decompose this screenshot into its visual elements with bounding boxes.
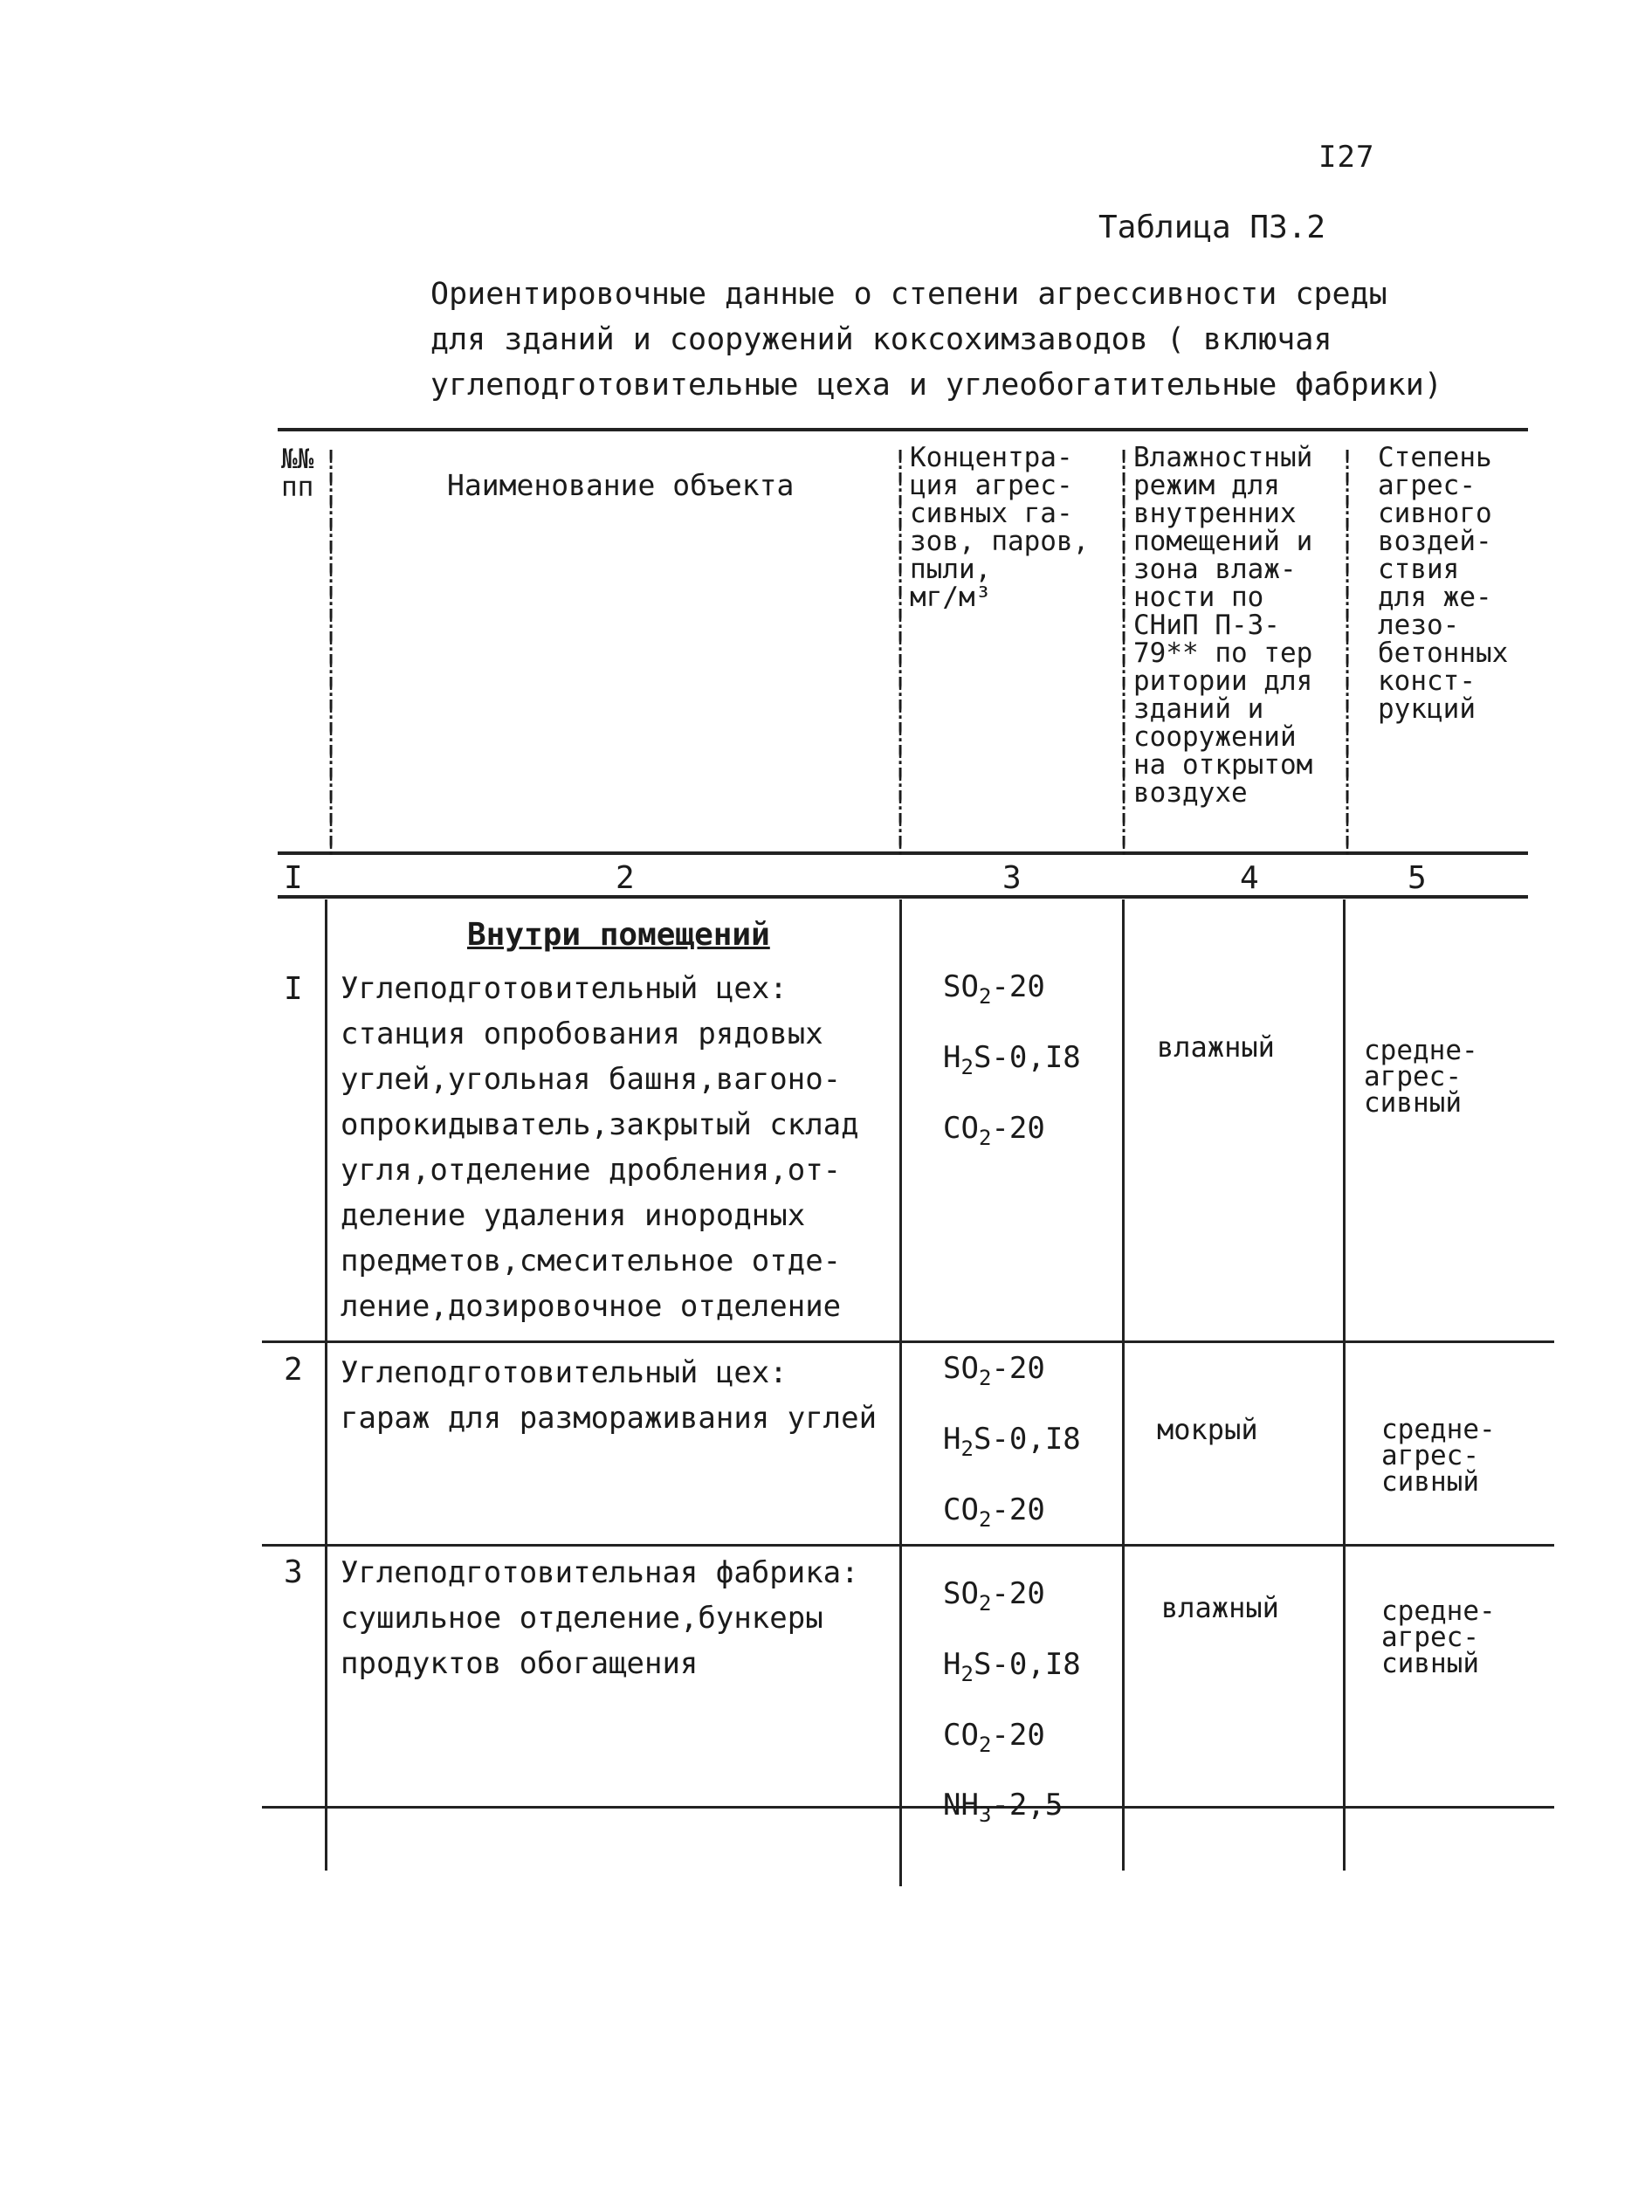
aggressiveness-degree: средне- агрес- сивный <box>1381 1595 1496 1679</box>
caption-line: Ориентировочные данные о степени агрессивности среды <box>430 277 1387 312</box>
row-name-line: гараж для размораживания углей <box>341 1401 878 1436</box>
row-name-line: Углеподготовительный цех: <box>341 1355 788 1390</box>
table-label: Таблица П3.2 <box>1098 210 1326 245</box>
col-divider-4 <box>1343 899 1346 1871</box>
table-caption <box>430 272 1442 409</box>
row3-bottom-rule <box>262 1806 1554 1809</box>
aggressiveness-degree: средне- агрес- сивный <box>1364 1035 1478 1119</box>
col-divider-2 <box>899 899 902 1886</box>
gas-item: $SO_2-20$ <box>943 969 1045 1009</box>
aggressiveness-degree: средне- агрес- сивный <box>1381 1414 1496 1498</box>
header-name: Наименование объекта <box>447 468 795 502</box>
row-name-line: Углеподготовительный цех: <box>341 971 788 1006</box>
gas-item: $NH_3-2,5$ <box>943 1788 1063 1828</box>
gas-item: $SO_2-20$ <box>943 1576 1045 1616</box>
header-num: №№ пп <box>281 444 314 503</box>
col-number: 4 <box>1240 860 1259 896</box>
row2-bottom-rule <box>262 1544 1554 1547</box>
gas-item: $CO_2-20$ <box>943 1717 1045 1757</box>
gas-item: $CO_2-20$ <box>943 1492 1045 1532</box>
col-number: I <box>284 860 303 896</box>
row1-bottom-rule <box>262 1340 1554 1343</box>
gas-item: $H_2S-0,I8$ <box>943 1421 1081 1461</box>
header-separator: ! ! ! ! ! ! ! ! ! ! ! ! ! ! ! ! ! ! <box>1339 445 1356 862</box>
caption-line: углеподготовительные цеха и углеобогатительные фабрики) <box>430 368 1442 403</box>
row-name-line: угля,отделение дробления,от- <box>341 1153 842 1188</box>
row-name-line: станция опробования рядовых <box>341 1016 823 1051</box>
row-name-line: предметов,смесительное отде- <box>341 1244 842 1278</box>
gas-item: $H_2S-0,I8$ <box>943 1039 1081 1079</box>
page-number: I27 <box>1318 140 1375 175</box>
col-divider-3 <box>1122 899 1125 1871</box>
table-top-rule <box>278 428 1528 431</box>
row-name-line: ление,дозировочное отделение <box>341 1289 842 1324</box>
col-divider-1 <box>325 899 327 1871</box>
header-degree: Степень агрес- сивного воздей- ствия для же- лезо- бетонных конст- рукций <box>1378 442 1509 725</box>
row-number: 3 <box>284 1554 303 1590</box>
row-name-line: опрокидыватель,закрытый склад <box>341 1107 859 1142</box>
row-number: I <box>284 971 303 1007</box>
col-number: 3 <box>1002 860 1022 896</box>
header-separator: ! ! ! ! ! ! ! ! ! ! ! ! ! ! ! ! ! ! <box>892 445 909 862</box>
colnum-bottom-rule <box>278 895 1528 899</box>
gas-item: $CO_2-20$ <box>943 1110 1045 1150</box>
gas-item: $SO_2-20$ <box>943 1351 1045 1390</box>
gas-list <box>943 1563 1081 1845</box>
row-name-line: Углеподготовительная фабрика: <box>341 1555 859 1590</box>
gas-item: $H_2S-0,I8$ <box>943 1646 1081 1686</box>
row-name-line: сушильное отделение,бункеры <box>341 1601 823 1636</box>
humidity-mode: влажный <box>1161 1591 1279 1624</box>
gas-list <box>943 956 1081 1168</box>
header-separator: ! ! ! ! ! ! ! ! ! ! ! ! ! ! ! ! ! ! <box>323 445 340 862</box>
row-number: 2 <box>284 1352 303 1388</box>
caption-line: для зданий и сооружений коксохимзаводов ( включая <box>430 322 1332 357</box>
col-number: 5 <box>1408 860 1427 896</box>
humidity-mode: мокрый <box>1157 1413 1258 1446</box>
col-number: 2 <box>616 860 635 896</box>
header-concentration: Концентра- ция агрес- сивных га- зов, паров, пыли, мг/м³ <box>910 442 1090 613</box>
header-humidity: Влажностный режим для внутренних помещений и зона влаж- ности по СНиП П-3- 79** по тер ритории для зданий и сооружений на открытом воздухе <box>1133 442 1313 809</box>
humidity-mode: влажный <box>1157 1030 1275 1064</box>
row-name <box>341 1550 859 1686</box>
row-name-line: деление удаления инородных <box>341 1198 806 1233</box>
section-title: Внутри помещений <box>467 917 770 953</box>
header-separator: ! ! ! ! ! ! ! ! ! ! ! ! ! ! ! ! ! ! <box>1116 445 1132 862</box>
gas-list <box>943 1338 1081 1549</box>
row-name <box>341 1350 877 1441</box>
row-name-line: углей,угольная башня,вагоно- <box>341 1062 842 1097</box>
row-name <box>341 966 859 1329</box>
row-name-line: продуктов обогащения <box>341 1646 699 1681</box>
